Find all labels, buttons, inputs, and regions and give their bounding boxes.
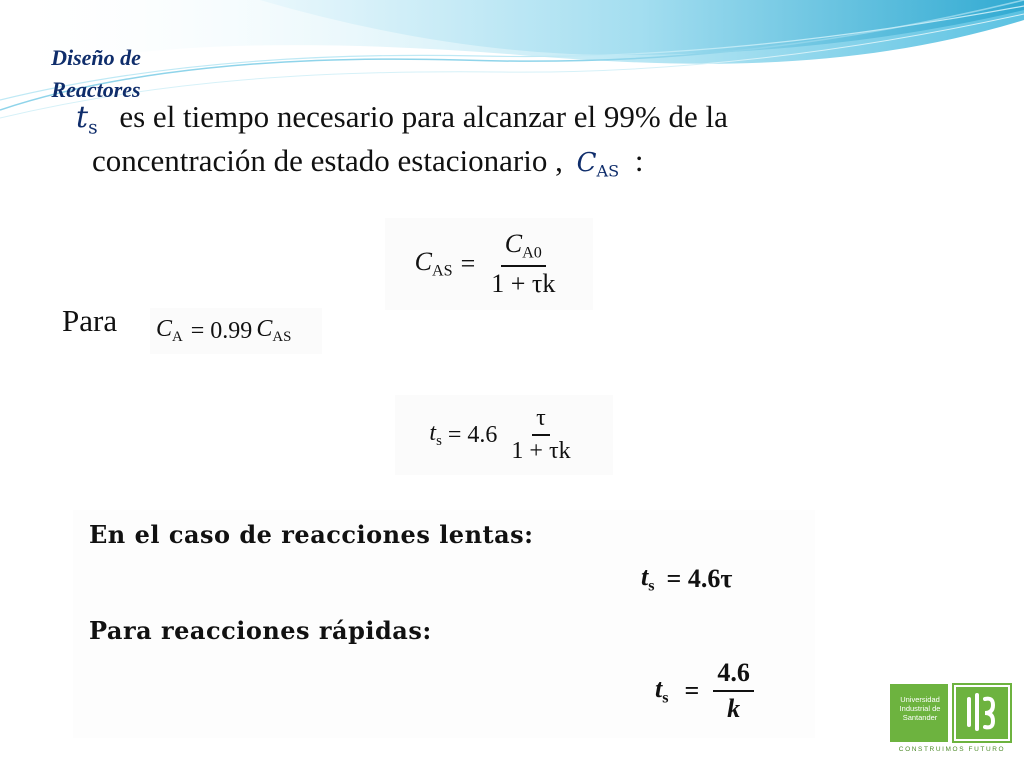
cas-eq-num-letter: C (504, 229, 523, 259)
cas-eq-equals: = (460, 249, 476, 278)
cas-eq-lhs (415, 247, 453, 281)
para-equation (150, 308, 322, 354)
fast-eq-equals: = (684, 676, 700, 705)
fast-eq-ts-sub: s (662, 689, 669, 707)
cas-equation (385, 218, 593, 310)
ts-eq-denominator: 1 + τk (511, 438, 571, 464)
para-eq-lhs-sub: A (172, 329, 183, 346)
para-eq-rhs-sub: AS (272, 329, 292, 346)
cas-eq-denominator: 1 + τk (491, 268, 556, 298)
logo-university-name (893, 695, 947, 722)
cas-eq-numerator (501, 229, 546, 267)
reaction-cases-panel (73, 510, 815, 738)
slow-eq-ts-letter: t (641, 562, 649, 591)
para-eq-rhs-letter: C (256, 315, 273, 342)
cas-symbol (576, 148, 620, 181)
intro-line2: concentración de estado estacionario , (92, 143, 563, 178)
cas-eq-fraction (487, 229, 559, 299)
para-label: Para (62, 303, 118, 338)
fast-eq-fraction (713, 658, 754, 724)
logo-line1: Universidad (900, 695, 940, 704)
header-title-line2: Reactores (51, 77, 141, 102)
ts-eq-fraction (507, 405, 574, 465)
slow-eq-rhs: = 4.6τ (666, 563, 733, 593)
fast-eq-numerator: 4.6 (713, 658, 754, 692)
logo-line3: Santander (902, 713, 938, 722)
intro-colon: : (634, 143, 644, 178)
para-eq-equals: = 0.99 (190, 317, 253, 344)
fast-eq-denominator: k (727, 694, 741, 723)
cas-eq-lhs-sub: AS (431, 262, 453, 280)
ts-eq-equals: = 4.6 (447, 421, 498, 448)
fast-reactions-equation (655, 658, 758, 724)
slow-eq-ts-sub: s (648, 577, 655, 595)
ts-eq-numerator: τ (532, 405, 550, 436)
ts-eq-lhs-letter: t (429, 419, 437, 446)
fast-reactions-label: Para reacciones rápidas: (89, 616, 432, 645)
ts-symbol-sub: s (88, 117, 98, 139)
ts-eq-lhs-sub: s (436, 433, 442, 450)
logo-inner-square (956, 687, 1008, 739)
para-eq-lhs (156, 316, 183, 346)
slow-reactions-label: En el caso de reacciones lentas: (89, 520, 534, 549)
fast-eq-ts-letter: t (655, 674, 663, 704)
ts-symbol-letter: t (76, 100, 89, 135)
fast-eq-ts (655, 674, 669, 708)
intro-line2-container (92, 140, 972, 193)
para-eq-lhs-letter: C (156, 315, 173, 342)
slow-reactions-equation (641, 562, 732, 596)
cas-symbol-sub: AS (596, 161, 620, 181)
ts-eq-lhs (429, 420, 441, 450)
slow-eq-ts (641, 562, 655, 596)
uis-logo (889, 683, 1015, 760)
ts-equation (395, 395, 613, 475)
logo-line2: Industrial de (899, 704, 941, 713)
cas-eq-num-sub: A0 (522, 244, 542, 262)
header-title-line1: Diseño de (51, 45, 141, 70)
cas-eq-lhs-letter: C (414, 247, 432, 277)
cas-symbol-letter: C (576, 148, 597, 178)
ts-symbol (76, 100, 98, 139)
logo-tagline: CONSTRUIMOS FUTURO (898, 746, 1006, 753)
intro-line1: es el tiempo necesario para alcanzar el 99% de la (119, 99, 728, 134)
para-eq-rhs (256, 316, 291, 346)
